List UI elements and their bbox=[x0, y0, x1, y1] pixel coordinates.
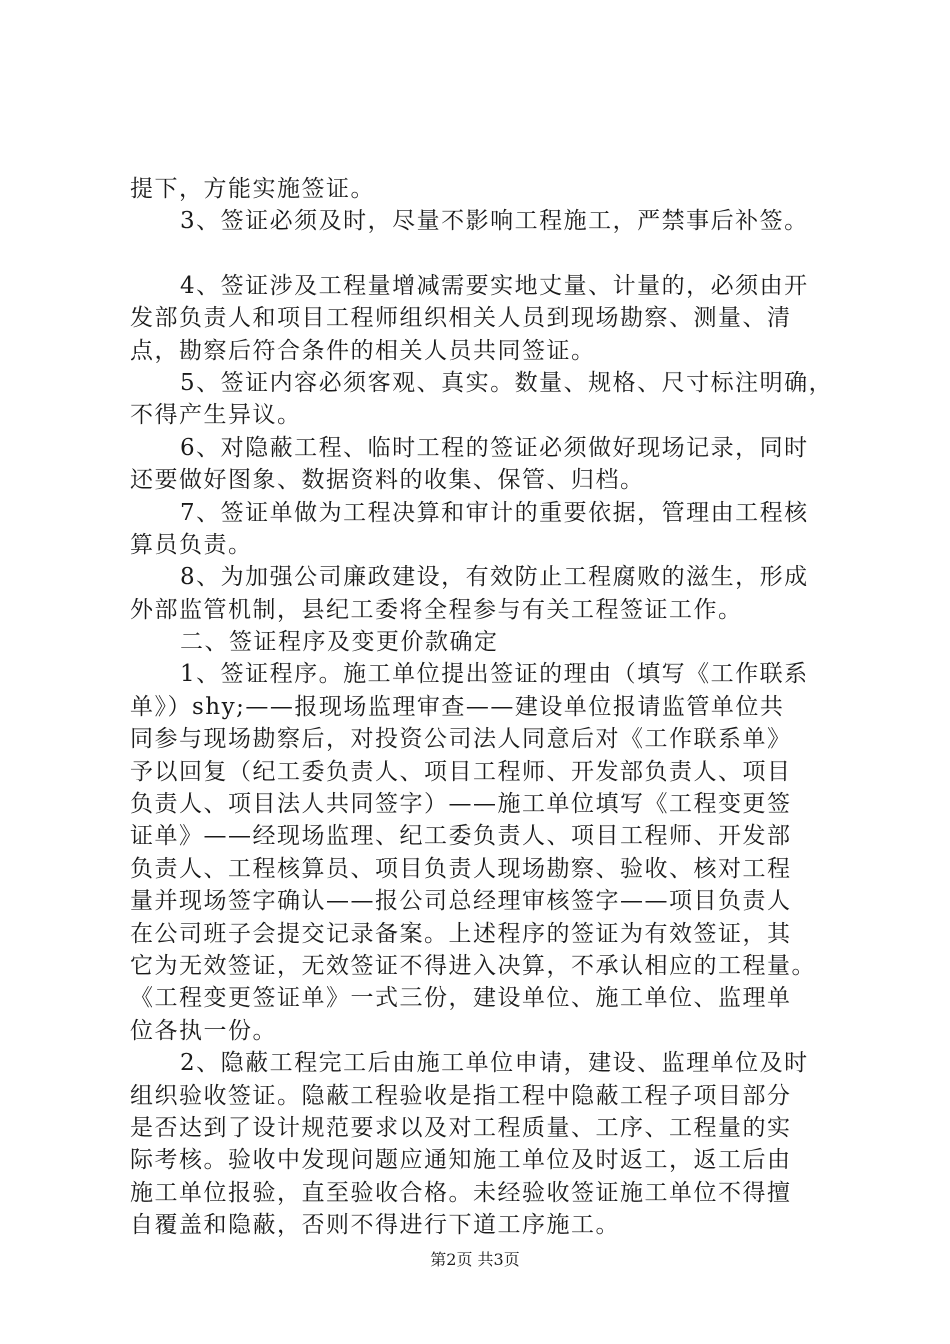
text-line: 际考核。验收中发现问题应通知施工单位及时返工，返工后由 bbox=[130, 1147, 792, 1174]
text-line: 1、签证程序。施工单位提出签证的理由（填写《工作联系 bbox=[180, 661, 809, 688]
text-line: 7、签证单做为工程决算和审计的重要依据，管理由工程核 bbox=[180, 499, 809, 526]
text-line: 还要做好图象、数据资料的收集、保管、归档。 bbox=[130, 467, 645, 494]
text-line: 自覆盖和隐蔽，否则不得进行下道工序施工。 bbox=[130, 1212, 620, 1239]
text-line: 提下，方能实施签证。 bbox=[130, 176, 375, 202]
text-line: 位各执一份。 bbox=[130, 1017, 277, 1044]
text-line: 不得产生异议。 bbox=[130, 402, 302, 429]
text-line: 是否达到了设计规范要求以及对工程质量、工序、工程量的实 bbox=[130, 1114, 792, 1141]
text-line: 予以回复（纪工委负责人、项目工程师、开发部负责人、项目 bbox=[130, 758, 792, 785]
text-line: 点，勘察后符合条件的相关人员共同签证。 bbox=[130, 337, 596, 364]
text-line: 它为无效签证，无效签证不得进入决算，不承认相应的工程量。 bbox=[130, 952, 816, 979]
text-line: 《工程变更签证单》一式三份，建设单位、施工单位、监理单 bbox=[130, 985, 792, 1012]
text-line: 2、隐蔽工程完工后由施工单位申请，建设、监理单位及时 bbox=[180, 1050, 809, 1077]
section-heading: 二、签证程序及变更价款确定 bbox=[180, 629, 499, 656]
text-line: 负责人、工程核算员、项目负责人现场勘察、验收、核对工程 bbox=[130, 855, 792, 882]
text-line: 4、签证涉及工程量增减需要实地丈量、计量的，必须由开 bbox=[180, 272, 809, 299]
text-line: 3、签证必须及时，尽量不影响工程施工，严禁事后补签。 bbox=[180, 208, 809, 235]
text-line: 证单》——经现场监理、纪工委负责人、项目工程师、开发部 bbox=[130, 823, 792, 850]
text-line: 同参与现场勘察后，对投资公司法人同意后对《工作联系单》 bbox=[130, 726, 792, 753]
text-line: 单》）shy;——报现场监理审查——建设单位报请监管单位共 bbox=[130, 693, 785, 720]
text-line: 组织验收签证。隐蔽工程验收是指工程中隐蔽工程子项目部分 bbox=[130, 1082, 792, 1109]
page-footer: 第2页 共3页 bbox=[430, 1250, 520, 1269]
text-line: 负责人、项目法人共同签字）——施工单位填写《工程变更签 bbox=[130, 791, 792, 818]
text-line: 发部负责人和项目工程师组织相关人员到现场勘察、测量、清 bbox=[130, 305, 792, 332]
text-line: 5、签证内容必须客观、真实。数量、规格、尺寸标注明确， bbox=[180, 369, 834, 396]
text-line: 施工单位报验，直至验收合格。未经验收签证施工单位不得擅 bbox=[130, 1179, 792, 1206]
document-body bbox=[130, 173, 834, 1242]
text-line: 8、为加强公司廉政建设，有效防止工程腐败的滋生，形成 bbox=[180, 564, 809, 591]
blank-line bbox=[130, 238, 830, 270]
text-line: 6、对隐蔽工程、临时工程的签证必须做好现场记录，同时 bbox=[180, 434, 809, 461]
text-line: 外部监管机制，县纪工委将全程参与有关工程签证工作。 bbox=[130, 596, 743, 623]
text-line: 在公司班子会提交记录备案。上述程序的签证为有效签证，其 bbox=[130, 920, 792, 947]
text-line: 量并现场签字确认——报公司总经理审核签字——项目负责人 bbox=[130, 888, 792, 915]
text-line: 算员负责。 bbox=[130, 531, 253, 558]
